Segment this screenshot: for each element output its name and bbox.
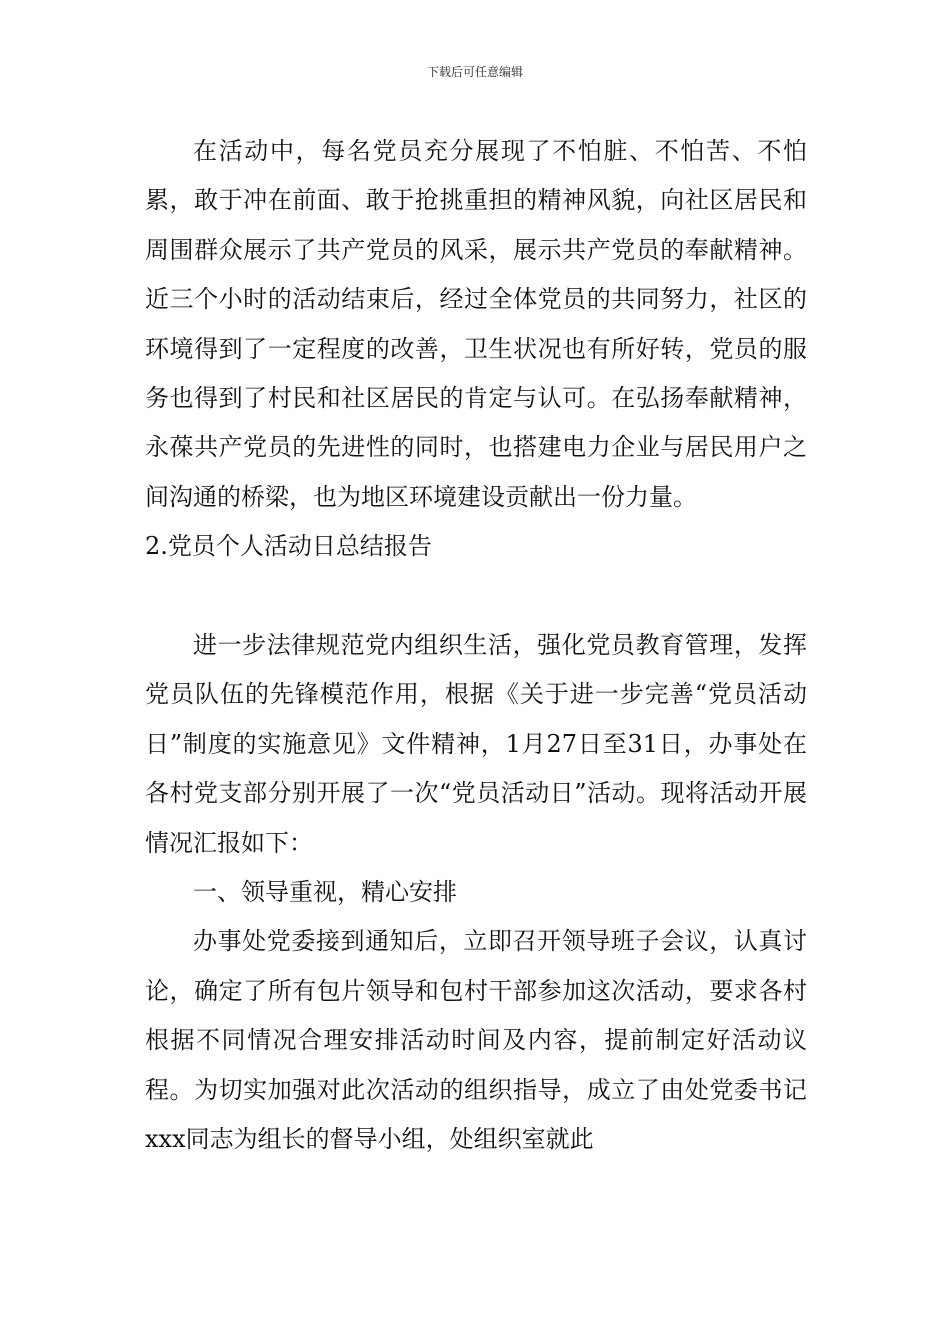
section-title: 2.党员个人活动日总结报告 bbox=[145, 532, 432, 561]
paragraph-arrangement: 办事处党委接到通知后，立即召开领导班子会议，认真讨论，确定了所有包片领导和包村干部参加这次活动，要求各村根据不同情况合理安排活动时间及内容，提前制定好活动议程。为切实加强对此次活动的组织指导，成立了由处党委书记xxx同志为组长的督导小组，处组织室就此 bbox=[145, 927, 807, 1154]
blank-line bbox=[145, 572, 807, 621]
paragraph-activity-summary: 在活动中，每名党员充分展现了不怕脏、不怕苦、不怕累，敢于冲在前面、敢于抢挑重担的精神风貌，向社区居民和周围群众展示了共产党员的风采，展示共产党员的奉献精神。近三个小时的活动结束后，经过全体党员的共同努力，社区的环境得到了一定程度的改善，卫生状况也有所好转，党员的服务也得到了村民和社区居民的肯定与认可。在弘扬奉献精神，永葆共产党员的先进性的同时，也搭建电力企业与居民用户之间沟通的桥梁，也为地区环境建设贡献出一份力量。 bbox=[145, 137, 807, 511]
page-header: 下载后可任意编辑 bbox=[426, 65, 523, 79]
document-body bbox=[145, 127, 807, 1165]
subheading-leadership: 一、领导重视，精心安排 bbox=[193, 878, 457, 907]
paragraph-intro: 进一步法律规范党内组织生活，强化党员教育管理，发挥党员队伍的先锋模范作用，根据《关于进一步完善“党员活动日”制度的实施意见》文件精神，1月27日至31日，办事处在各村党支部分别开展了一次“党员活动日”活动。现将活动开展情况汇报如下： bbox=[145, 631, 807, 857]
